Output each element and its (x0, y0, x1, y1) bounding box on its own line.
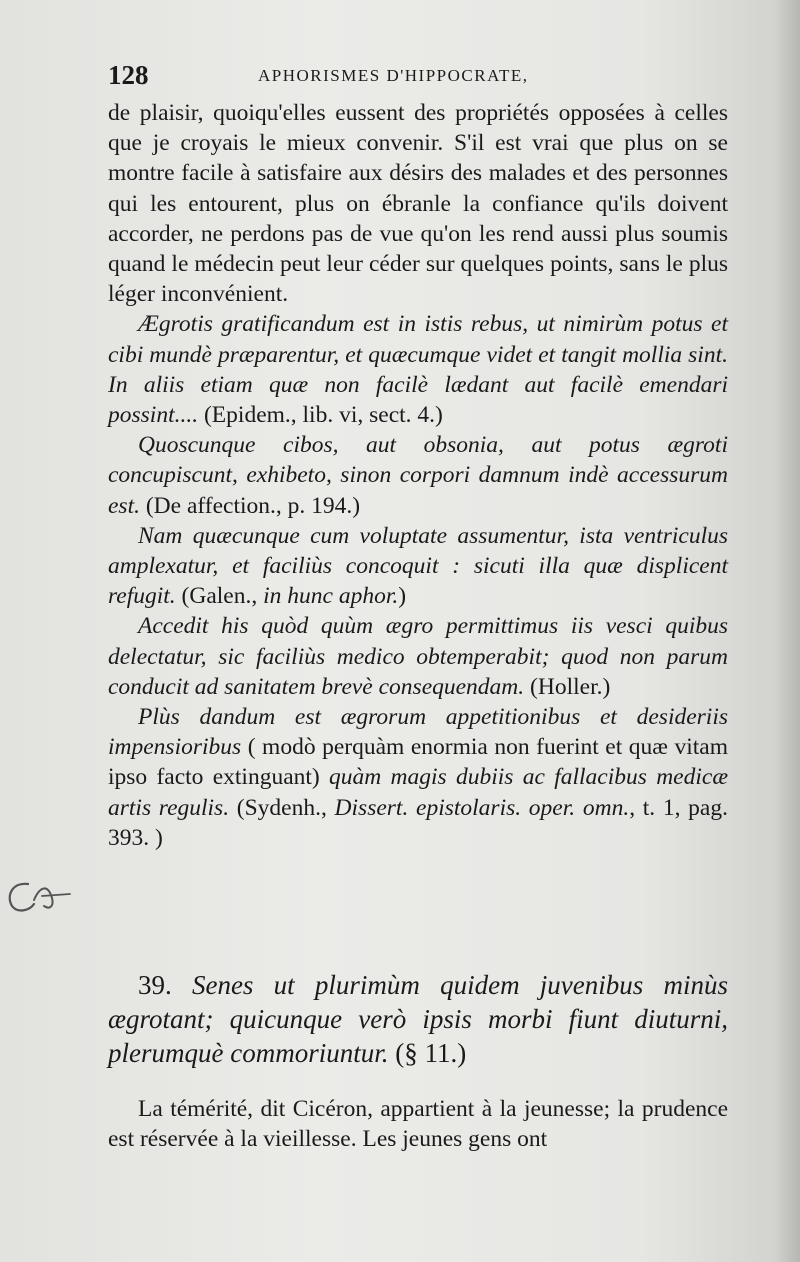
quote-reference: (Holler.) (524, 673, 611, 700)
quote-text-continued: quàm magis dubiis ac fallacibus medicæ artis regulis. (108, 764, 728, 821)
paragraph: de plaisir, quoiqu'elles eussent des propriétés opposées à celles que je croyais le mieux convenir. S'il est vrai que plus on se montre facile à satisfaire aux désirs des malades et des personnes qui les entourent, plus on ébranle la confiance qu'ils doivent accorder, ne perdons pas de vue qu'on les rend aussi plus soumis quand le médecin peut leur céder sur quelques points, sans le plus léger inconvénient. (108, 100, 728, 308)
quote-reference: (De affection., p. 194.) (139, 492, 361, 519)
paragraph: La témérité, dit Cicéron, appartient à la jeunesse; la prudence est réservée à la vieillesse. Les jeunes gens ont (108, 1096, 728, 1152)
quote-parenthetical: ( modò perquàm enormia non fuerint et quæ vitam ipso facto extinguant) (108, 734, 728, 791)
page-edge-shadow (774, 0, 800, 1262)
aphorism-text: Senes ut plurimùm quidem juvenibus minùs ægrotant; quicunque verò ipsis morbi fiunt diuturni, plerumquè commoriuntur. (108, 970, 729, 1068)
quote-text: Accedit his quòd quùm ægro permittimus iis vesci quibus delectatur, sic faciliùs medico obtemperabit; quod non parum conducit ad sanitatem brevè consequendam. (108, 613, 728, 700)
quote-reference: (Epidem., lib. vi, sect. 4.) (198, 402, 443, 429)
latin-quote (108, 309, 728, 430)
quote-reference-italic: in hunc aphor. (263, 583, 399, 610)
quote-text: Plùs dandum est ægrorum appetitionibus et desideriis impensioribus (108, 704, 728, 761)
running-head: APHORISMES D'HIPPOCRATE, (258, 66, 529, 85)
commentary-continuation (108, 1094, 728, 1154)
page-header (108, 60, 693, 94)
quote-reference: (Galen., (175, 583, 264, 610)
aphorism-number: 39. (138, 970, 192, 1000)
quote-text: Quoscunque cibos, aut obsonia, aut potus ægroti concupiscunt, exhibeto, sinon corpori damnum indè accessurum est. (108, 432, 728, 519)
quote-reference: (Sydenh., (229, 794, 335, 821)
quote-text: Nam quæcunque cum voluptate assumentur, ista ventriculus amplexatur, et faciliùs concoquit : sicuti illa quæ displicent refugit. (108, 522, 728, 610)
quote-reference-italic: Dissert. epistolaris. oper. omn. (334, 794, 630, 821)
latin-quote (108, 430, 728, 521)
commentary-text (108, 98, 728, 853)
latin-quote (108, 702, 728, 853)
handwritten-margin-mark (4, 876, 74, 920)
quote-text: Ægrotis gratificandum est in istis rebus, ut nimirùm potus et cibi mundè præparentur, et quæcumque videt et tangit mollia sint. In aliis etiam quæ non facilè lædant aut facilè emendari possint.... (108, 311, 728, 429)
latin-quote (108, 521, 728, 612)
quote-reference-end: , t. 1, pag. 393. ) (108, 794, 728, 851)
quote-reference-end: ) (398, 583, 407, 610)
aphorism-reference: (§ 11.) (388, 1038, 467, 1068)
latin-quote (108, 611, 728, 702)
aphorism-paragraph (108, 968, 728, 1070)
page-number: 128 (108, 60, 149, 90)
aphorism-39 (108, 968, 728, 1070)
